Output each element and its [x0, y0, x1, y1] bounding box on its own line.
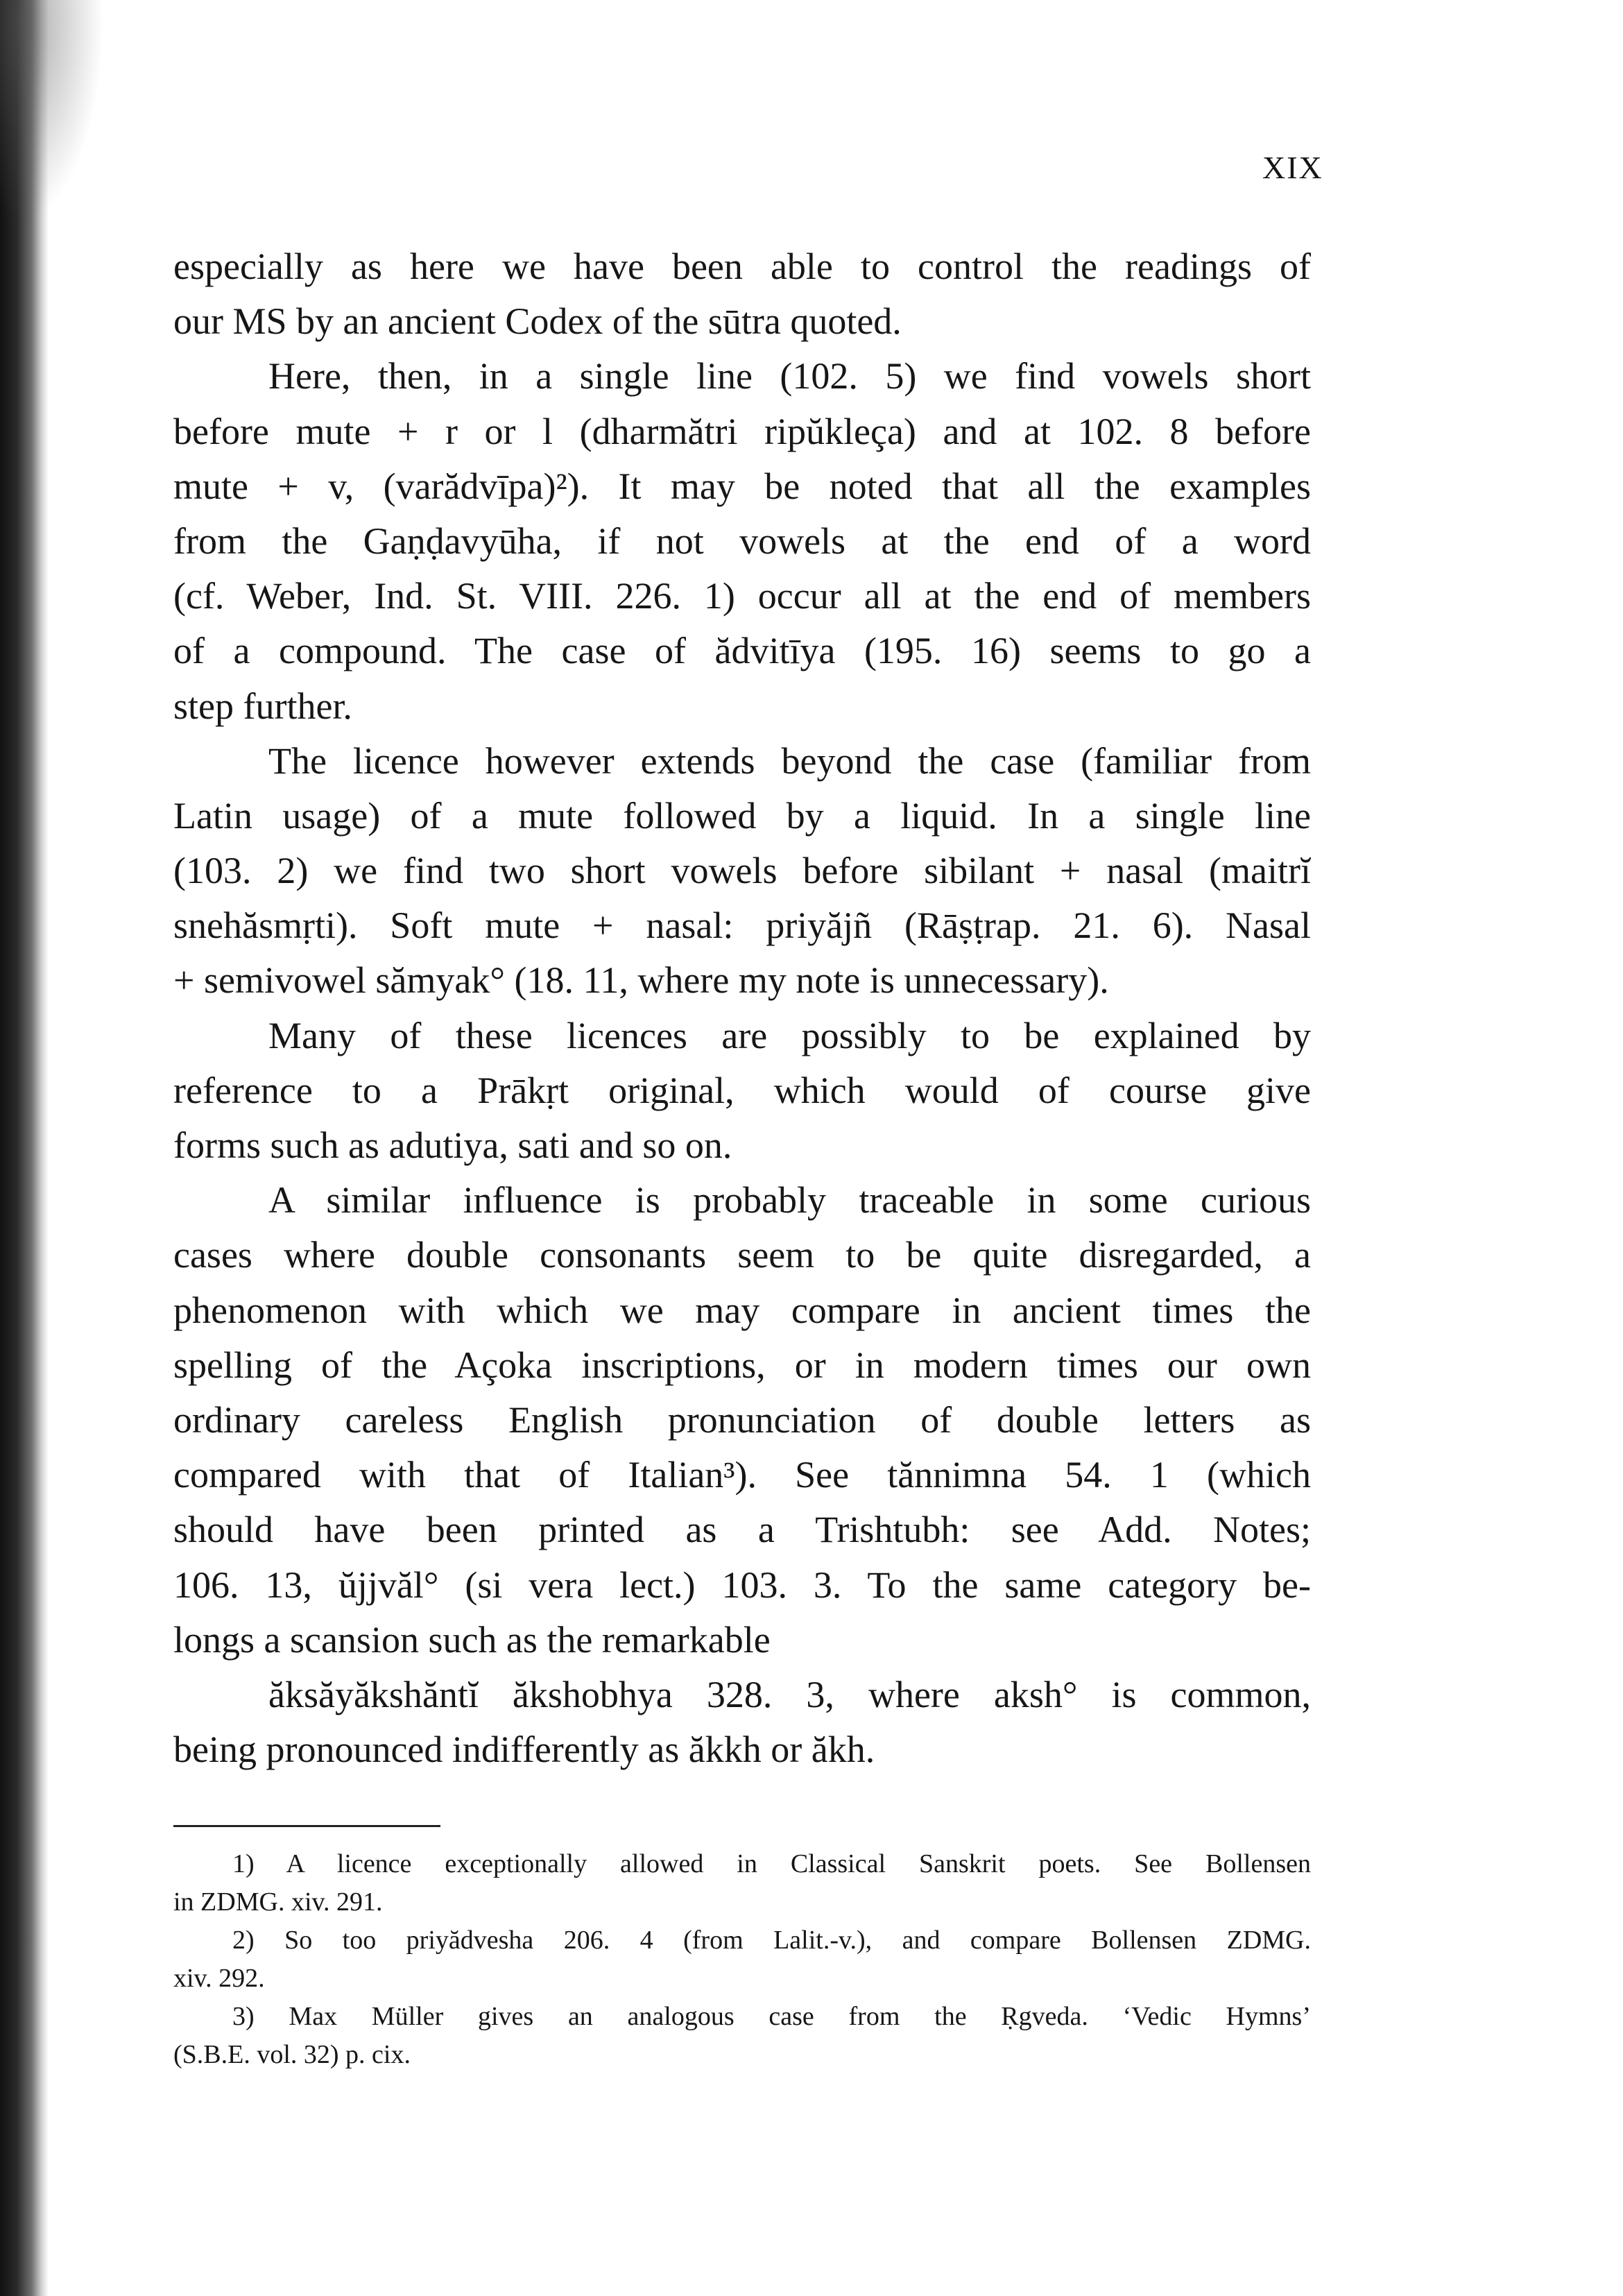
footnote-line: 3) Max Müller gives an analogous case from the Ṛgveda. ‘Vedic Hymns’ — [232, 2002, 1311, 2031]
text-line: (cf. Weber, Ind. St. VIII. 226. 1) occur all at the end of members — [173, 575, 1311, 617]
footnote-line: 1) A licence exceptionally allowed in Classical Sanskrit poets. See Bollensen — [232, 1849, 1311, 1878]
text-line: forms such as adutiya, sati and so on. — [173, 1124, 732, 1166]
text-line: being pronounced indifferently as ăkkh or ăkh. — [173, 1729, 875, 1771]
text-line: The licence however extends beyond the case (familiar from — [268, 739, 1311, 782]
footnote-line: (S.B.E. vol. 32) p. cix. — [173, 2040, 411, 2069]
footnote-line: xiv. 292. — [173, 1964, 265, 1993]
text-line: our MS by an ancient Codex of the sūtra quoted. — [173, 300, 902, 343]
text-line: compared with that of Italian³). See tănnimna 54. 1 (which — [173, 1454, 1311, 1496]
text-line: + semivowel sămyak° (18. 11, where my note is unnecessary). — [173, 959, 1109, 1002]
text-line: phenomenon with which we may compare in ancient times the — [173, 1289, 1311, 1331]
text-line: spelling of the Açoka inscriptions, or in modern times our own — [173, 1344, 1311, 1386]
text-line: mute + v, (varădvīpa)²). It may be noted that all the examples — [173, 465, 1311, 507]
text-line: Here, then, in a single line (102. 5) we find vowels short — [268, 355, 1311, 397]
text-line: ăksăyăkshăntĭ ăkshobhya 328. 3, where aksh° is common, — [268, 1673, 1311, 1715]
footnote-line: in ZDMG. xiv. 291. — [173, 1887, 383, 1917]
text-line: (103. 2) we find two short vowels before sibilant + nasal (maitrĭ — [173, 850, 1311, 892]
page-number: XIX — [1262, 150, 1323, 185]
text-line: reference to a Prākṛt original, which would of course give — [173, 1069, 1311, 1111]
footnotes — [173, 1845, 1311, 2074]
text-line: snehăsmṛti). Soft mute + nasal: priyăjñ (Rāṣṭrap. 21. 6). Nasal — [173, 905, 1311, 947]
footnote-line: 2) So too priyădvesha 206. 4 (from Lalit.-v.), and compare Bollensen ZDMG. — [232, 1926, 1311, 1955]
body-text — [173, 239, 1311, 1777]
text-line: Latin usage) of a mute followed by a liquid. In a single line — [173, 794, 1311, 837]
text-line: step further. — [173, 685, 352, 727]
book-binding-shadow — [0, 0, 49, 2296]
text-line: cases where double consonants seem to be quite disregarded, a — [173, 1234, 1311, 1276]
text-line: before mute + r or l (dharmătri ripŭkleça) and at 102. 8 before — [173, 410, 1311, 452]
text-line: 106. 13, ŭjjvăl° (si vera lect.) 103. 3. To the same category be- — [173, 1563, 1311, 1606]
scan-smudge — [0, 0, 104, 222]
footnote-divider — [173, 1825, 440, 1827]
text-line: especially as here we have been able to control the readings of — [173, 246, 1311, 287]
text-line: from the Gaṇḍavyūha, if not vowels at the end of a word — [173, 520, 1311, 562]
text-line: A similar influence is probably traceable in some curious — [268, 1179, 1311, 1222]
text-line: should have been printed as a Trishtubh: see Add. Notes; — [173, 1509, 1311, 1551]
text-line: longs a scansion such as the remarkable — [173, 1618, 771, 1661]
text-line: of a compound. The case of ădvitīya (195. 16) seems to go a — [173, 630, 1311, 672]
text-line: ordinary careless English pronunciation of double letters as — [173, 1398, 1311, 1441]
text-line: Many of these licences are possibly to be explained by — [268, 1014, 1311, 1056]
